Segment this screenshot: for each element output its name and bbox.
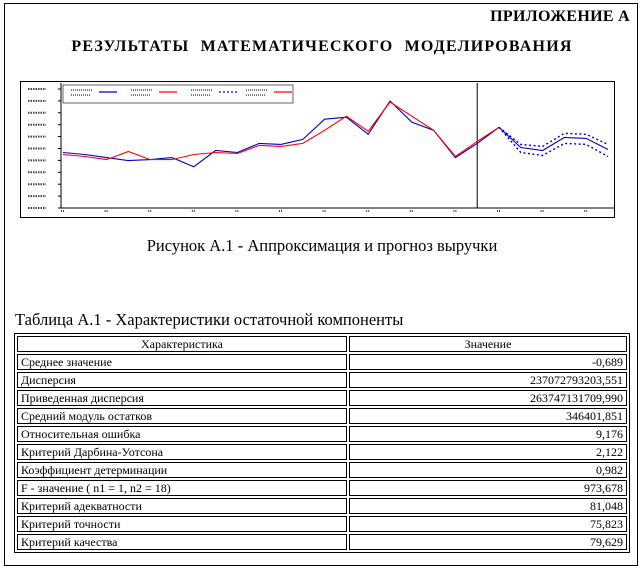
table-header-row <box>17 336 627 352</box>
characteristic-cell: Приведенная дисперсия <box>17 390 347 406</box>
table-row <box>17 462 627 478</box>
header-value: Значение <box>349 336 627 352</box>
value-cell: 237072793203,551 <box>349 372 627 388</box>
chart-svg <box>20 81 615 218</box>
value-cell: 263747131709,990 <box>349 390 627 406</box>
table-row <box>17 516 627 532</box>
value-cell: 81,048 <box>349 498 627 514</box>
characteristic-cell: Критерий качества <box>17 534 347 550</box>
value-cell: 0,982 <box>349 462 627 478</box>
value-cell: 2,122 <box>349 444 627 460</box>
table-row <box>17 480 627 496</box>
table-row <box>17 390 627 406</box>
forecast-chart <box>20 81 615 218</box>
value-cell: 79,629 <box>349 534 627 550</box>
page-title: РЕЗУЛЬТАТЫ МАТЕМАТИЧЕСКОГО МОДЕЛИРОВАНИЯ <box>71 38 573 55</box>
residuals-table-wrap <box>14 333 630 553</box>
value-cell: -0,689 <box>349 354 627 370</box>
table-row <box>17 534 627 550</box>
appendix-heading: ПРИЛОЖЕНИЕ А <box>490 8 630 25</box>
value-cell: 75,823 <box>349 516 627 532</box>
value-cell: 346401,851 <box>349 408 627 424</box>
characteristic-cell: Дисперсия <box>17 372 347 388</box>
characteristic-cell: F - значение ( n1 = 1, n2 = 18) <box>17 480 347 496</box>
table-row <box>17 498 627 514</box>
characteristic-cell: Среднее значение <box>17 354 347 370</box>
table-row <box>17 426 627 442</box>
value-cell: 973,678 <box>349 480 627 496</box>
characteristic-cell: Критерий точности <box>17 516 347 532</box>
table-row <box>17 444 627 460</box>
table-row <box>17 354 627 370</box>
characteristic-cell: Относительная ошибка <box>17 426 347 442</box>
characteristic-cell: Критерий Дарбина-Уотсона <box>17 444 347 460</box>
residuals-table <box>14 333 630 553</box>
header-characteristic: Характеристика <box>17 336 347 352</box>
value-cell: 9,176 <box>349 426 627 442</box>
table-row <box>17 372 627 388</box>
table-row <box>17 408 627 424</box>
legend-box <box>63 85 293 103</box>
table-title: Таблица А.1 - Характеристики остаточной компоненты <box>15 310 404 329</box>
figure-caption: Рисунок А.1 - Аппроксимация и прогноз выручки <box>146 236 498 255</box>
characteristic-cell: Коэффициент детерминации <box>17 462 347 478</box>
characteristic-cell: Средний модуль остатков <box>17 408 347 424</box>
characteristic-cell: Критерий адекватности <box>17 498 347 514</box>
